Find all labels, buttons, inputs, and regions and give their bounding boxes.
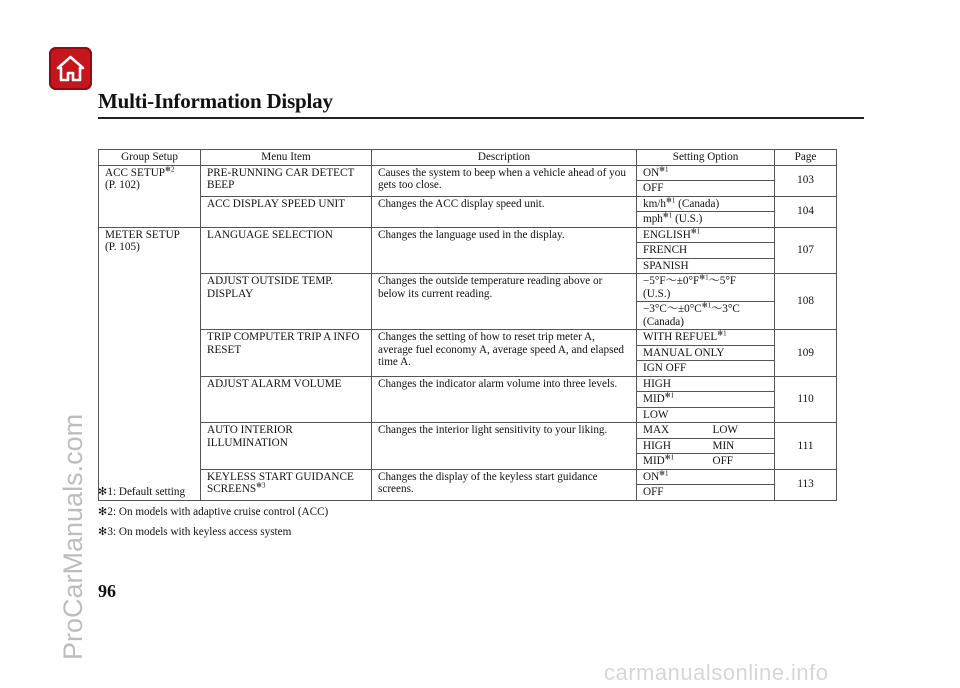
menu-item: PRE-RUNNING CAR DETECT BEEP [201, 165, 372, 196]
footnotes [98, 482, 328, 542]
menu-item: KEYLESS START GUIDANCE $SCREENS^{✻3}$ [201, 469, 372, 500]
setting-option: WITH $REFUEL^{✻1}$ [637, 330, 775, 346]
footnote: ✻2: On models with adaptive cruise control (ACC) [98, 506, 329, 518]
table-row [99, 196, 837, 212]
home-button[interactable] [49, 47, 92, 90]
menu-description: Changes the interior light sensitivity to your liking. [372, 423, 637, 470]
page-ref: 110 [775, 376, 837, 423]
footnote: ✻1: Default setting [98, 486, 186, 498]
table-header-row [99, 150, 837, 166]
page-ref: 104 [775, 196, 837, 227]
page-title: Multi-Information Display [98, 89, 333, 113]
menu-description: Causes the system to beep when a vehicle ahead of you gets too close. [372, 165, 637, 196]
setting-option: $ON^{✻1}$ [637, 165, 775, 181]
menu-description: Changes the language used in the display. [372, 227, 637, 274]
menu-item: ACC DISPLAY SPEED UNIT [201, 196, 372, 227]
table-row [99, 330, 837, 346]
footnote-mark: ✻2 [165, 164, 175, 173]
setting-option: OFF [637, 485, 775, 501]
menu-item: ADJUST OUTSIDE TEMP. DISPLAY [201, 274, 372, 330]
setting-option: $MID^{✻1}$ [637, 392, 775, 408]
setting-option: FRENCH [637, 243, 775, 259]
setting-option: SPANISH [637, 258, 775, 274]
table-row [99, 227, 837, 243]
column-header: Group Setup [99, 150, 201, 166]
menu-item: TRIP COMPUTER TRIP A INFO RESET [201, 330, 372, 377]
menu-item: LANGUAGE SELECTION [201, 227, 372, 274]
menu-item: AUTO INTERIOR ILLUMINATION [201, 423, 372, 470]
setting-option: HIGH [637, 438, 707, 454]
page-ref: 111 [775, 423, 837, 470]
menu-description: Changes the outside temperature reading above or below its current reading. [372, 274, 637, 330]
setting-option: OFF [707, 454, 775, 470]
page-number: 96 [98, 581, 116, 601]
group-name: ACC SETUP [105, 166, 165, 179]
page-ref: 107 [775, 227, 837, 274]
column-header: Description [372, 150, 637, 166]
setting-option: $km/h^{✻1}$ (Canada) [637, 196, 775, 212]
column-header: Page [775, 150, 837, 166]
setting-option: $ON^{✻1}$ [637, 469, 775, 485]
setting-option: MANUAL ONLY [637, 345, 775, 361]
table-row [99, 165, 837, 181]
table-row [99, 274, 837, 302]
column-header: Setting Option [637, 150, 775, 166]
group-cell-meter [99, 227, 201, 500]
menu-description: Changes the display of the keyless start guidance screens. [372, 469, 637, 500]
group-page-ref: (P. 105) [105, 241, 140, 253]
group-page-ref: (P. 102) [105, 179, 140, 191]
menu-description: Changes the ACC display speed unit. [372, 196, 637, 227]
setting-option: LOW [707, 423, 775, 439]
setting-option: MAX [637, 423, 707, 439]
setting-option: $-3^\circ C\sim\pm 0^\circ C^{✻1}\sim 3^\circ C$ (Canada) [637, 302, 775, 330]
setting-option: IGN OFF [637, 361, 775, 377]
table-row [99, 423, 837, 439]
side-watermark-text: ProCarManuals.com [58, 413, 88, 660]
page-ref: 113 [775, 469, 837, 500]
menu-description: Changes the setting of how to reset trip meter A, average fuel economy A, average speed A, and elapsed time A. [372, 330, 637, 377]
home-icon [55, 53, 86, 84]
footnote: ✻3: On models with keyless access system [98, 526, 292, 538]
setting-option: OFF [637, 181, 775, 197]
table-row [99, 376, 837, 392]
menu-description: Changes the indicator alarm volume into three levels. [372, 376, 637, 423]
setting-option: HIGH [637, 376, 775, 392]
bottom-watermark: carmanualsonline.info [604, 660, 829, 685]
menu-item: ADJUST ALARM VOLUME [201, 376, 372, 423]
group-cell-acc [99, 165, 201, 227]
column-header: Menu Item [201, 150, 372, 166]
setting-option: MIN [707, 438, 775, 454]
setting-option: $ENGLISH^{✻1}$ [637, 227, 775, 243]
setting-option: $MID^{✻1}$ [637, 454, 707, 470]
group-name: METER SETUP [105, 228, 180, 241]
page-ref: 103 [775, 165, 837, 196]
page-ref: 108 [775, 274, 837, 330]
setting-option: $-5^\circ F\sim\pm 0^\circ F^{✻1}\sim 5^\circ F$ (U.S.) [637, 274, 775, 302]
setting-option: mph$^{✻1}$ (U.S.) [637, 212, 775, 228]
page-ref: 109 [775, 330, 837, 377]
side-watermark [52, 240, 92, 660]
setting-option: LOW [637, 407, 775, 423]
title-divider [98, 117, 864, 119]
settings-table [98, 149, 837, 501]
